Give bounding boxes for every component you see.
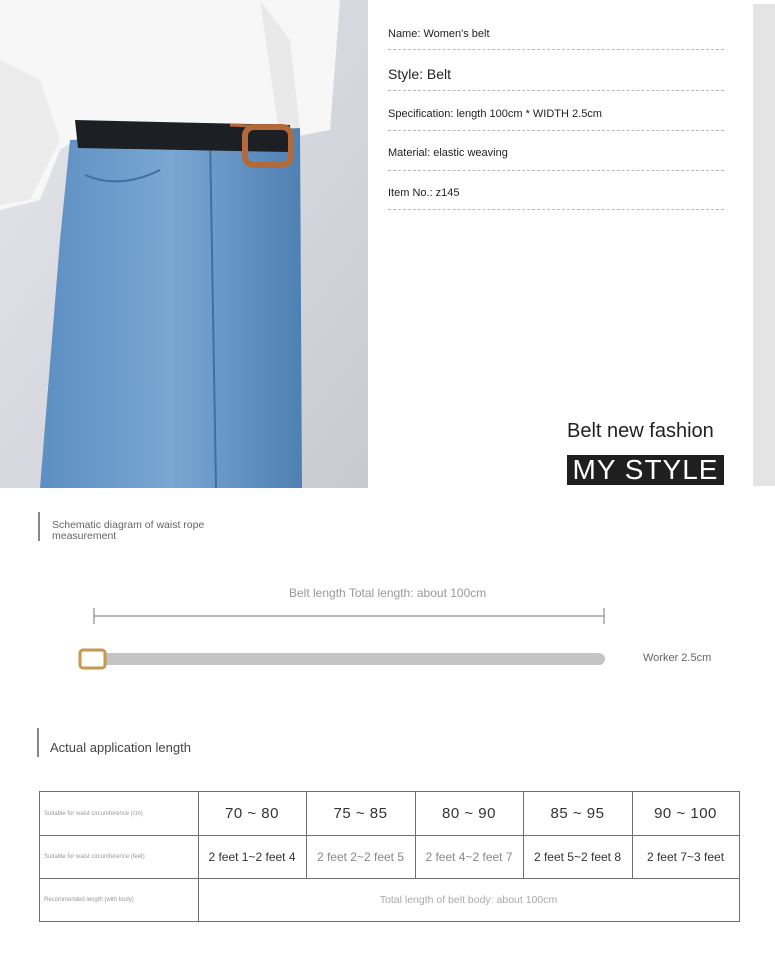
table-cell-cm: 80 ~ 90	[442, 805, 496, 822]
spec-specification	[388, 108, 724, 132]
belt-diagram	[70, 600, 630, 680]
belt-length-label: Belt length Total length: about 100cm	[289, 586, 487, 600]
divider	[388, 130, 724, 131]
table-cell-feet: 2 feet 7~3 feet	[646, 849, 725, 864]
spec-material	[388, 147, 724, 171]
table-cell-cm: 70 ~ 80	[225, 805, 279, 822]
spec-name	[388, 28, 724, 52]
spec-name-text: Name: Women's belt	[388, 28, 490, 40]
table-cell-feet: 2 feet 4~2 feet 7	[425, 849, 513, 864]
divider	[388, 170, 724, 171]
table-cell-feet: 2 feet 2~2 feet 5	[316, 849, 405, 864]
section-marker	[37, 728, 39, 757]
section-marker	[38, 512, 40, 541]
spec-style	[388, 66, 724, 92]
width-label: Worker 2.5cm	[643, 652, 712, 664]
total-length-cell: Total length of belt body: about 100cm	[379, 893, 558, 906]
divider	[388, 90, 724, 91]
size-table	[39, 791, 740, 922]
row-label-recommended: Recommended length (with body)	[44, 896, 134, 903]
banner-title: Belt new fashion	[567, 420, 714, 442]
row-label-feet: Suitable for waist circumference (feet)	[44, 853, 145, 860]
table-cell-feet: 2 feet 5~2 feet 8	[533, 849, 622, 864]
row-label-cm: Suitable for waist circumference (cm)	[44, 810, 143, 817]
divider	[388, 209, 724, 210]
spec-item-no	[388, 187, 724, 211]
table-cell-feet: 2 feet 1~2 feet 4	[208, 849, 296, 864]
table-cell-cm: 85 ~ 95	[550, 805, 605, 822]
belt-body	[94, 653, 605, 665]
edge-bar	[753, 4, 775, 486]
spec-specification-text: Specification: length 100cm * WIDTH 2.5cm	[388, 108, 602, 120]
spec-item-no-text: Item No.: z145	[388, 187, 460, 199]
table-cell-cm: 90 ~ 100	[654, 805, 717, 822]
divider	[388, 49, 724, 50]
application-title: Actual application length	[50, 740, 191, 755]
spec-style-text: Style: Belt	[388, 66, 452, 82]
belt-buckle	[80, 650, 105, 668]
table-cell-cm: 75 ~ 85	[333, 805, 388, 822]
schematic-title: Schematic diagram of waist rope measurement	[52, 519, 205, 542]
spec-material-text: Material: elastic weaving	[388, 147, 508, 159]
my-style-tag: MY STYLE	[567, 455, 724, 485]
product-photo	[0, 0, 368, 488]
